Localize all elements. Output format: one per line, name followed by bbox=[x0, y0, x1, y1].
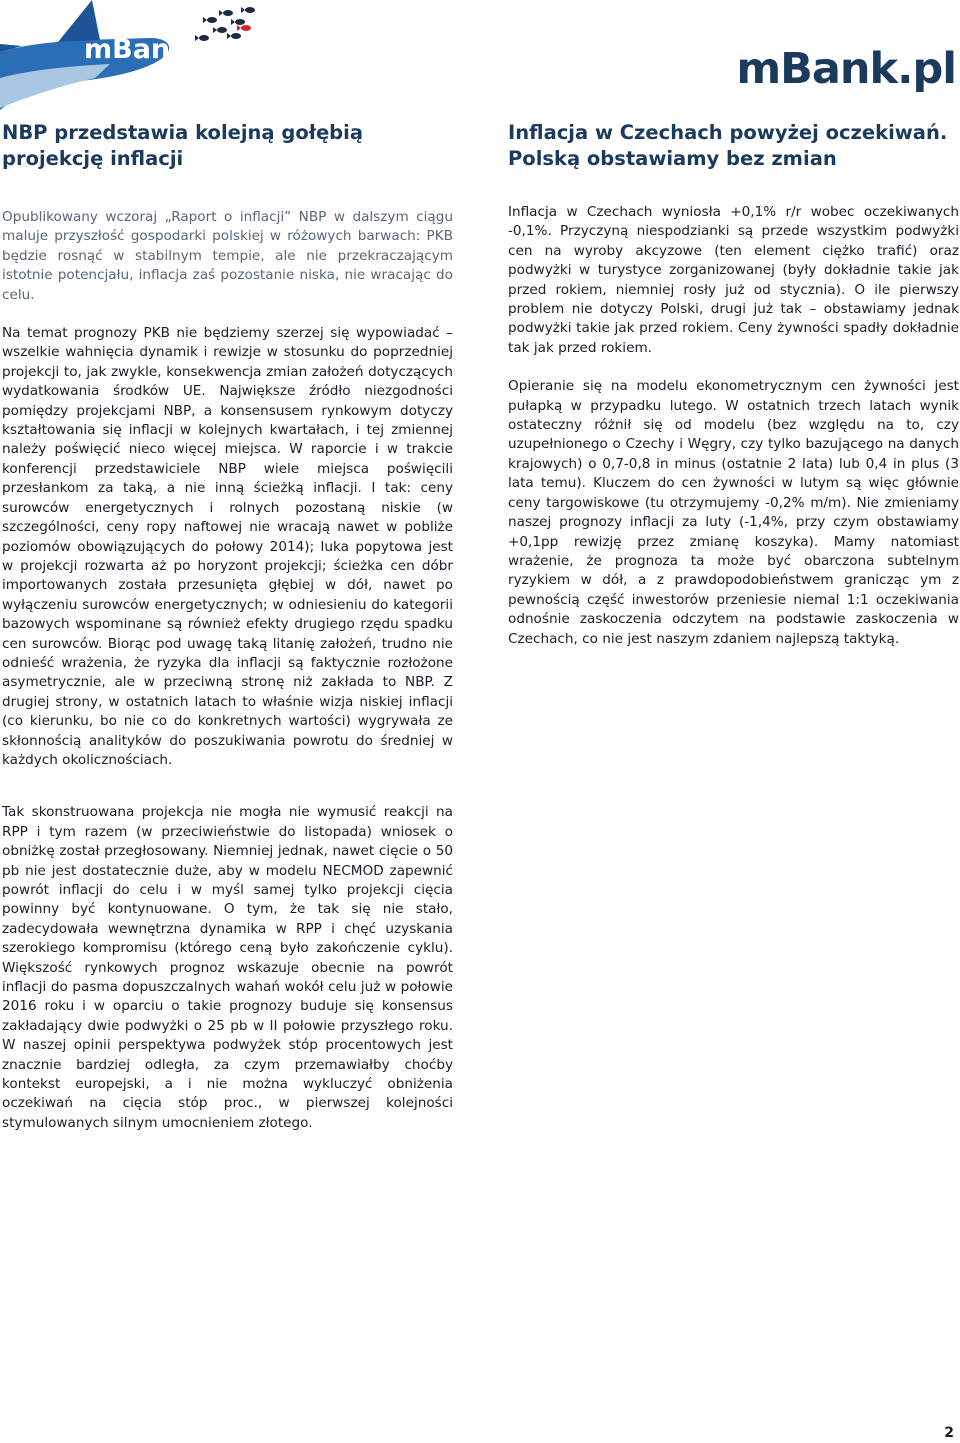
page-number: 2 bbox=[944, 1425, 954, 1441]
right-paragraph-1: Inflacja w Czechach wyniosła +0,1% r/r wobec oczekiwanych -0,1%. Przyczyną niespodzianki są przede wszystkim podwyżki cen na wyroby akcyzowe (ten element ciężko trafić) oraz podwyżki w turystyce zorganizowanej (były dokładnie takie jak przed rokiem, niemniej rosły już od stycznia). O ile pierwszy problem nie dotyczy Polski, drugi już tak – obstawiamy jednak podwyżki takie jak przed rokiem. Ceny żywności spadły dokładnie tak jak przed rokiem. bbox=[508, 204, 959, 356]
left-intro-paragraph: Opublikowany wczoraj „Raport o inflacji” NBP w dalszym ciągu maluje przyszłość gospodarki polskiej w różowych barwach: PKB będzie rosnąć w stabilnym tempie, ale nie przekraczającym istotnie potencjału, inflacja zaś pozostanie niska, nie wracając do celu. bbox=[2, 209, 453, 303]
shark-logo-icon bbox=[0, 0, 270, 115]
left-heading: NBP przedstawia kolejną gołębią projekcję inflacji bbox=[2, 121, 363, 170]
left-column bbox=[2, 120, 453, 1152]
left-paragraph-3: Tak skonstruowana projekcja nie mogła nie wymusić reakcji na RPP i tym razem (w przeciwieństwie do listopada) wniosek o obniżkę został przegłosowany. Niemniej jednak, nawet cięcie o 50 pb nie jest dostatecznie duże, aby w modelu NECMOD zapewnić powrót inflacji do celu i w myśl samej tylko projekcji cięcia powinny być kontynuowane. O tym, że tak się nie stało, zadecydowała wewnętrzna dynamika w RPP i chęć uzyskania szerokiego kompromisu (którego ceną było zakończenie cyklu). Większość rynkowych prognoz wskazuje obecnie na powrót inflacji do pasma dopuszczalnych wahań wokół celu już w połowie 2016 roku i w oparciu o takie prognozy buduje się konsensus zakładający dwie podwyżki o 25 pb w II połowie przyszłego roku. W naszej opinii perspektywa podwyżek stóp procentowych jest znacznie bardziej odległa, za czym przemawiałby choćby kontekst europejski, a i nie można wykluczyć obniżenia oczekiwań na cięcia stóp proc., w pierwszej kolejności stymulowanych silnym umocnieniem złotego. bbox=[2, 804, 453, 1131]
right-heading: Inflacja w Czechach powyżej oczekiwań. Polską obstawiamy bez zmian bbox=[508, 121, 948, 170]
logo-wordmark: mBank bbox=[84, 34, 189, 65]
left-paragraph-2: Na temat prognozy PKB nie będziemy szerzej się wypowiadać – wszelkie wahnięcia dynamik i rewizje w stosunku do poprzedniej projekcji to, jak zwykle, konsekwencja zmian założeń dotyczących wydatkowania środków UE. Największe źródło niezgodności pomiędzy projekcjami NBP, a konsensusem rynkowym dotyczy kształtowania się inflacji w kolejnych kwartałach, i tej zmiennej należy poświęcić nieco więcej miejsca. W raporcie i w trakcie konferencji przedstawiciele NBP wiele miejsca poświęcili przesłankom za taką, a nie inną ścieżką inflacji. I tak: ceny surowców energetycznych i rolnych pozostaną niskie (w szczególności, ceny ropy naftowej nie wracają nawet w pobliże poziomów obowiązujących do połowy 2014); luka popytowa jest w projekcji rozwarta aż po horyzont projekcji; ścieżka cen dóbr importowanych została przesunięta głębiej w dół, nawet po wyłączeniu surowców energetycznych; w odniesieniu do kategorii bazowych wspominane są również efekty drugiego rzędu spadku cen surowców. Biorąc pod uwagę taką litanię założeń, trudno nie odnieść wrażenia, że ryzyka dla inflacji są faktycznie rozłożone asymetrycznie, ale w przeciwną stronę niż zakłada to NBP. Z drugiej strony, w ostatnich latach to właśnie wizja niskiej inflacji (co kierunku, bo nie co do konkretnych wartości) wygrywała ze skłonnością analityków do poszukiwania powrotu do średniej w każdych okolicznościach. bbox=[2, 325, 453, 768]
site-name: mBank.pl bbox=[736, 44, 956, 94]
right-paragraph-2: Opieranie się na modelu ekonometrycznym cen żywności jest pułapką w przypadku lutego. W ostatnich trzech latach wynik ostateczny różnił się od modelu (bez względu na to, czy uzupełnionego o Czechy i Węgry, czy tylko bazującego na danych krajowych) o 0,7-0,8 in minus (ostatnie 2 lata) lub 0,4 in plus (3 lata temu). Kluczem do cen żywności w lutym są więc głównie ceny targowiskowe (tu otrzymujemy -0,2% m/m). Nie zmieniamy naszej prognozy inflacji za luty (-1,4%, przy czym obstawiamy +0,1pp rewizję przez zmianę koszyka). Mamy natomiast wrażenie, że prognoza ta może być obarczona subtelnym ryzykiem w dół, a z prawdopodobieństwem granicząc ym z pewnością część inwestorów przeniesie niemal 1:1 oczekiwania odnośnie zaskoczenia odczytem na podstawie zaskoczenia w Czechach, co nie jest naszym zdaniem najlepszą taktyką. bbox=[508, 378, 959, 647]
right-column bbox=[508, 120, 959, 668]
mbank-logo bbox=[0, 0, 270, 115]
